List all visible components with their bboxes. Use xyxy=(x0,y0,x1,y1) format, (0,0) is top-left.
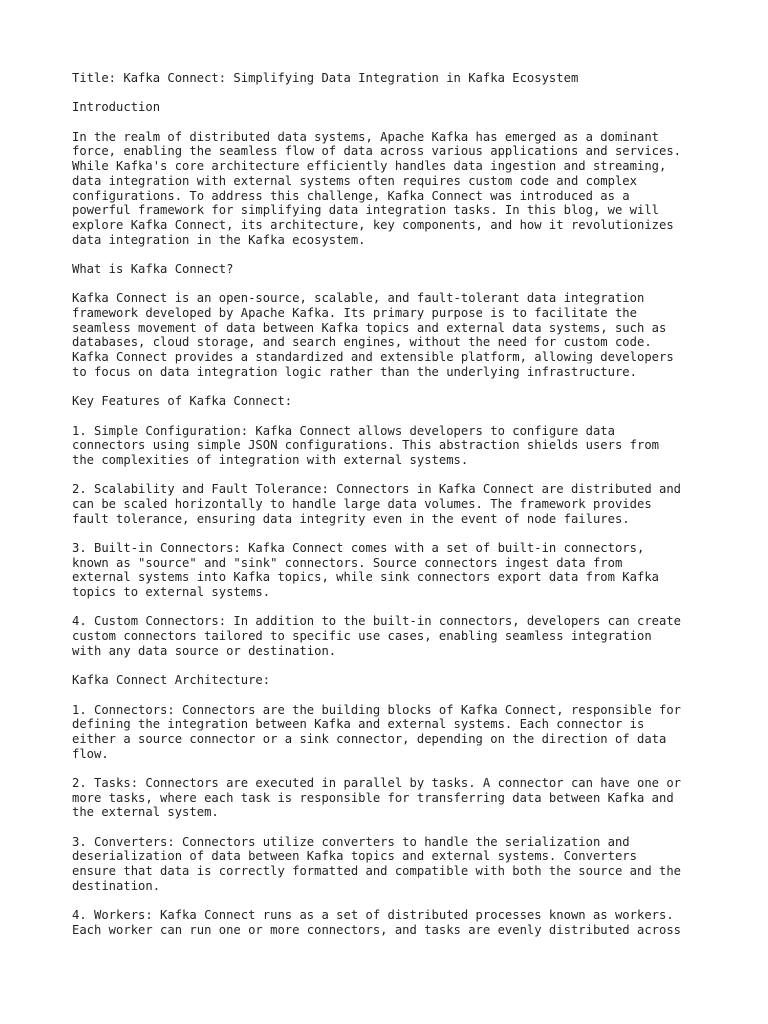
text-line: to focus on data integration logic rather than the underlying infrastructure. xyxy=(72,364,637,379)
section-heading: What is Kafka Connect? xyxy=(72,261,234,276)
section xyxy=(72,262,712,394)
document-title: Title: Kafka Connect: Simplifying Data Integration in Kafka Ecosystem xyxy=(72,71,579,85)
section-heading: Key Features of Kafka Connect: xyxy=(72,394,293,409)
text-line: While Kafka's core architecture efficiently handles data ingestion and streaming, xyxy=(72,159,667,174)
text-line: 4. Custom Connectors: In addition to the built-in connectors, developers can create xyxy=(72,614,682,629)
spacer xyxy=(72,526,712,541)
text-line: 3. Converters: Connectors utilize converters to handle the serialization and xyxy=(72,834,630,849)
spacer xyxy=(72,409,712,424)
text-line: 1. Connectors: Connectors are the building blocks of Kafka Connect, responsible for xyxy=(72,702,682,717)
spacer xyxy=(72,379,712,394)
text-line: data integration in the Kafka ecosystem. xyxy=(72,232,366,247)
text-line: seamless movement of data between Kafka topics and external data systems, such as xyxy=(72,320,667,335)
text-line: more tasks, where each task is responsible for transferring data between Kafka and xyxy=(72,790,674,805)
section xyxy=(72,673,712,952)
text-line: framework developed by Apache Kafka. Its primary purpose is to facilitate the xyxy=(72,306,637,320)
text-line: connectors using simple JSON configurations. This abstraction shields users from xyxy=(72,438,659,453)
text-line: fault tolerance, ensuring data integrity even in the event of node failures. xyxy=(72,511,630,526)
spacer xyxy=(72,115,712,130)
text-line: powerful framework for simplifying data integration tasks. In this blog, we will xyxy=(72,203,659,218)
spacer xyxy=(72,820,712,835)
text-line: with any data source or destination. xyxy=(72,643,337,658)
text-line: can be scaled horizontally to handle large data volumes. The framework provides xyxy=(72,496,652,511)
text-line: force, enabling the seamless flow of data across various applications and services. xyxy=(72,144,682,159)
text-line: destination. xyxy=(72,878,161,893)
spacer xyxy=(72,600,712,615)
spacer xyxy=(72,688,712,703)
text-line: topics to external systems. xyxy=(72,585,271,600)
text-line: 1. Simple Configuration: Kafka Connect allows developers to configure data xyxy=(72,423,615,438)
text-line: 2. Tasks: Connectors are executed in parallel by tasks. A connector can have one or xyxy=(72,776,682,790)
text-line: Each worker can run one or more connectors, and tasks are evenly distributed across xyxy=(72,922,682,937)
paragraph xyxy=(72,130,712,248)
paragraph xyxy=(72,424,712,468)
text-line: custom connectors tailored to specific use cases, enabling seamless integration xyxy=(72,629,652,644)
text-line: the external system. xyxy=(72,805,219,820)
text-line: either a source connector or a sink connector, depending on the direction of data xyxy=(72,731,667,746)
document-page xyxy=(72,71,712,952)
paragraph xyxy=(72,835,712,894)
text-line: 4. Workers: Kafka Connect runs as a set of distributed processes known as workers. xyxy=(72,908,674,923)
text-line: ensure that data is correctly formatted and compatible with both the source and the xyxy=(72,864,682,879)
spacer xyxy=(72,761,712,776)
text-line: external systems into Kafka topics, while sink connectors export data from Kafka xyxy=(72,570,659,585)
text-line: flow. xyxy=(72,746,109,761)
paragraph xyxy=(72,614,712,658)
spacer xyxy=(72,659,712,674)
spacer xyxy=(72,277,712,292)
section-heading: Introduction xyxy=(72,100,161,115)
text-line: deserialization of data between Kafka topics and external systems. Converters xyxy=(72,849,637,864)
paragraph xyxy=(72,482,712,526)
document-body xyxy=(72,100,712,952)
text-line: defining the integration between Kafka and external systems. Each connector is xyxy=(72,717,645,732)
text-line: explore Kafka Connect, its architecture, key components, and how it revolutionizes xyxy=(72,217,674,232)
section xyxy=(72,100,712,262)
paragraph xyxy=(72,541,712,600)
text-line: configurations. To address this challenge, Kafka Connect was introduced as a xyxy=(72,188,630,203)
spacer xyxy=(72,938,712,953)
text-line: Kafka Connect is an open-source, scalable, and fault-tolerant data integration xyxy=(72,291,645,306)
spacer xyxy=(72,247,712,262)
text-line: Kafka Connect provides a standardized and extensible platform, allowing developers xyxy=(72,350,674,365)
spacer xyxy=(72,894,712,909)
spacer xyxy=(72,468,712,483)
text-line: data integration with external systems often requires custom code and complex xyxy=(72,173,637,188)
paragraph xyxy=(72,703,712,762)
paragraph xyxy=(72,776,712,820)
text-line: databases, cloud storage, and search engines, without the need for custom code. xyxy=(72,335,652,350)
text-line: 3. Built-in Connectors: Kafka Connect comes with a set of built-in connectors, xyxy=(72,541,645,555)
text-line: known as "source" and "sink" connectors. Source connectors ingest data from xyxy=(72,555,623,570)
text-line: 2. Scalability and Fault Tolerance: Connectors in Kafka Connect are distributed and xyxy=(72,482,682,497)
paragraph xyxy=(72,908,712,937)
section xyxy=(72,394,712,673)
spacer xyxy=(72,86,712,101)
section-heading: Kafka Connect Architecture: xyxy=(72,673,271,688)
text-line: In the realm of distributed data systems, Apache Kafka has emerged as a dominant xyxy=(72,129,659,144)
text-line: the complexities of integration with external systems. xyxy=(72,452,469,467)
paragraph xyxy=(72,291,712,379)
